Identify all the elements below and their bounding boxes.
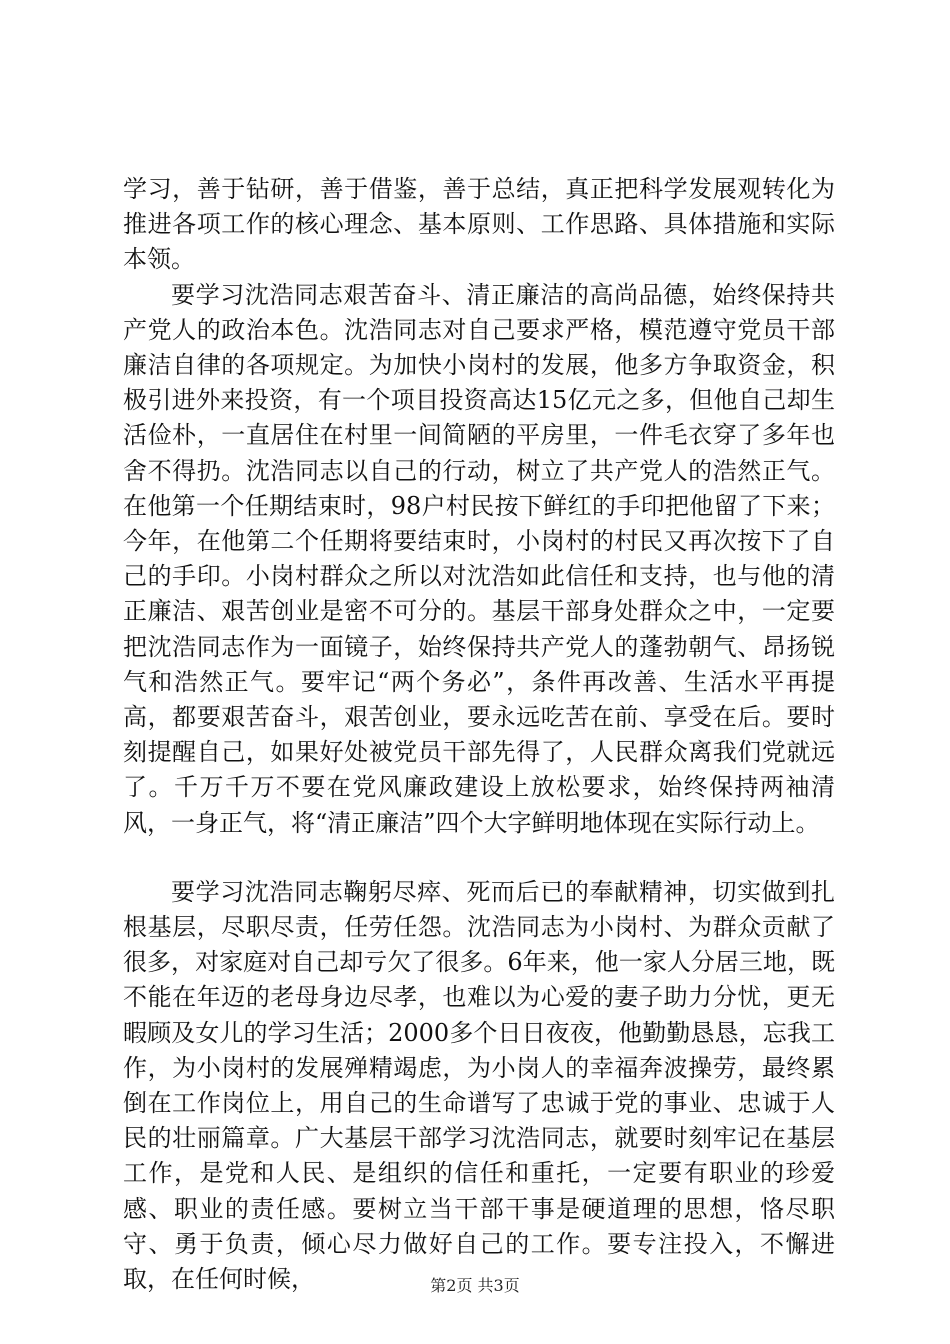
page-footer: 第2页 共3页 xyxy=(430,1276,520,1295)
paragraph-dedication: 要学习沈浩同志鞠躬尽瘁、死而后已的奉献精神，切实做到扎根基层，尽职尽责，任劳任怨。沈浩同志为小岗村、为群众贡献了很多，对家庭对自己却亏欠了很多。6年来，他一家人分居三地，既不能在年迈的老母身边尽孝，也难以为心爱的妻子助力分忧，更无暇顾及女儿的学习生活；2000多个日日夜夜，他勤勤恳恳，忘我工作，为小岗村的发展殚精竭虑，为小岗人的幸福奔波操劳，最终累倒在工作岗位上，用自己的生命谱写了忠诚于党的事业、忠诚于人民的壮丽篇章。广大基层干部学习沈浩同志，就要时刻牢记在基层工作，是党和人民、是组织的信任和重托，一定要有职业的珍爱感、职业的责任感。要树立当干部干事是硬道理的思想，恪尽职守、勇于负责，倾心尽力做好自己的工作。要专注投入，不懈进取，在任何时候， xyxy=(123,877,835,1294)
paragraph-continuation: 学习，善于钻研，善于借鉴，善于总结，真正把科学发展观转化为推进各项工作的核心理念、基本原则、工作思路、具体措施和实际本领。 xyxy=(123,175,835,274)
paragraph-integrity: 要学习沈浩同志艰苦奋斗、清正廉洁的高尚品德，始终保持共产党人的政治本色。沈浩同志对自己要求严格，模范遵守党员干部廉洁自律的各项规定。为加快小岗村的发展，他多方争取资金，积极引进外来投资，有一个项目投资高达15亿元之多，但他自己却生活俭朴，一直居住在村里一间简陋的平房里，一件毛衣穿了多年也舍不得扔。沈浩同志以自己的行动，树立了共产党人的浩然正气。在他第一个任期结束时，98户村民按下鲜红的手印把他留了下来；今年，在他第二个任期将要结束时，小岗村的村民又再次按下了自己的手印。小岗村群众之所以对沈浩如此信任和支持，也与他的清正廉洁、艰苦创业是密不可分的。基层干部身处群众之中，一定要把沈浩同志作为一面镜子，始终保持共产党人的蓬勃朝气、昂扬锐气和浩然正气。要牢记“两个务必”，条件再改善、生活水平再提高，都要艰苦奋斗，艰苦创业，要永远吃苦在前、享受在后。要时刻提醒自己，如果好处被党员干部先得了，人民群众离我们党就远了。千万千万不要在党风廉政建设上放松要求，始终保持两袖清风，一身正气，将“清正廉洁”四个大字鲜明地体现在实际行动上。 xyxy=(123,280,835,837)
body-text xyxy=(123,172,835,1297)
